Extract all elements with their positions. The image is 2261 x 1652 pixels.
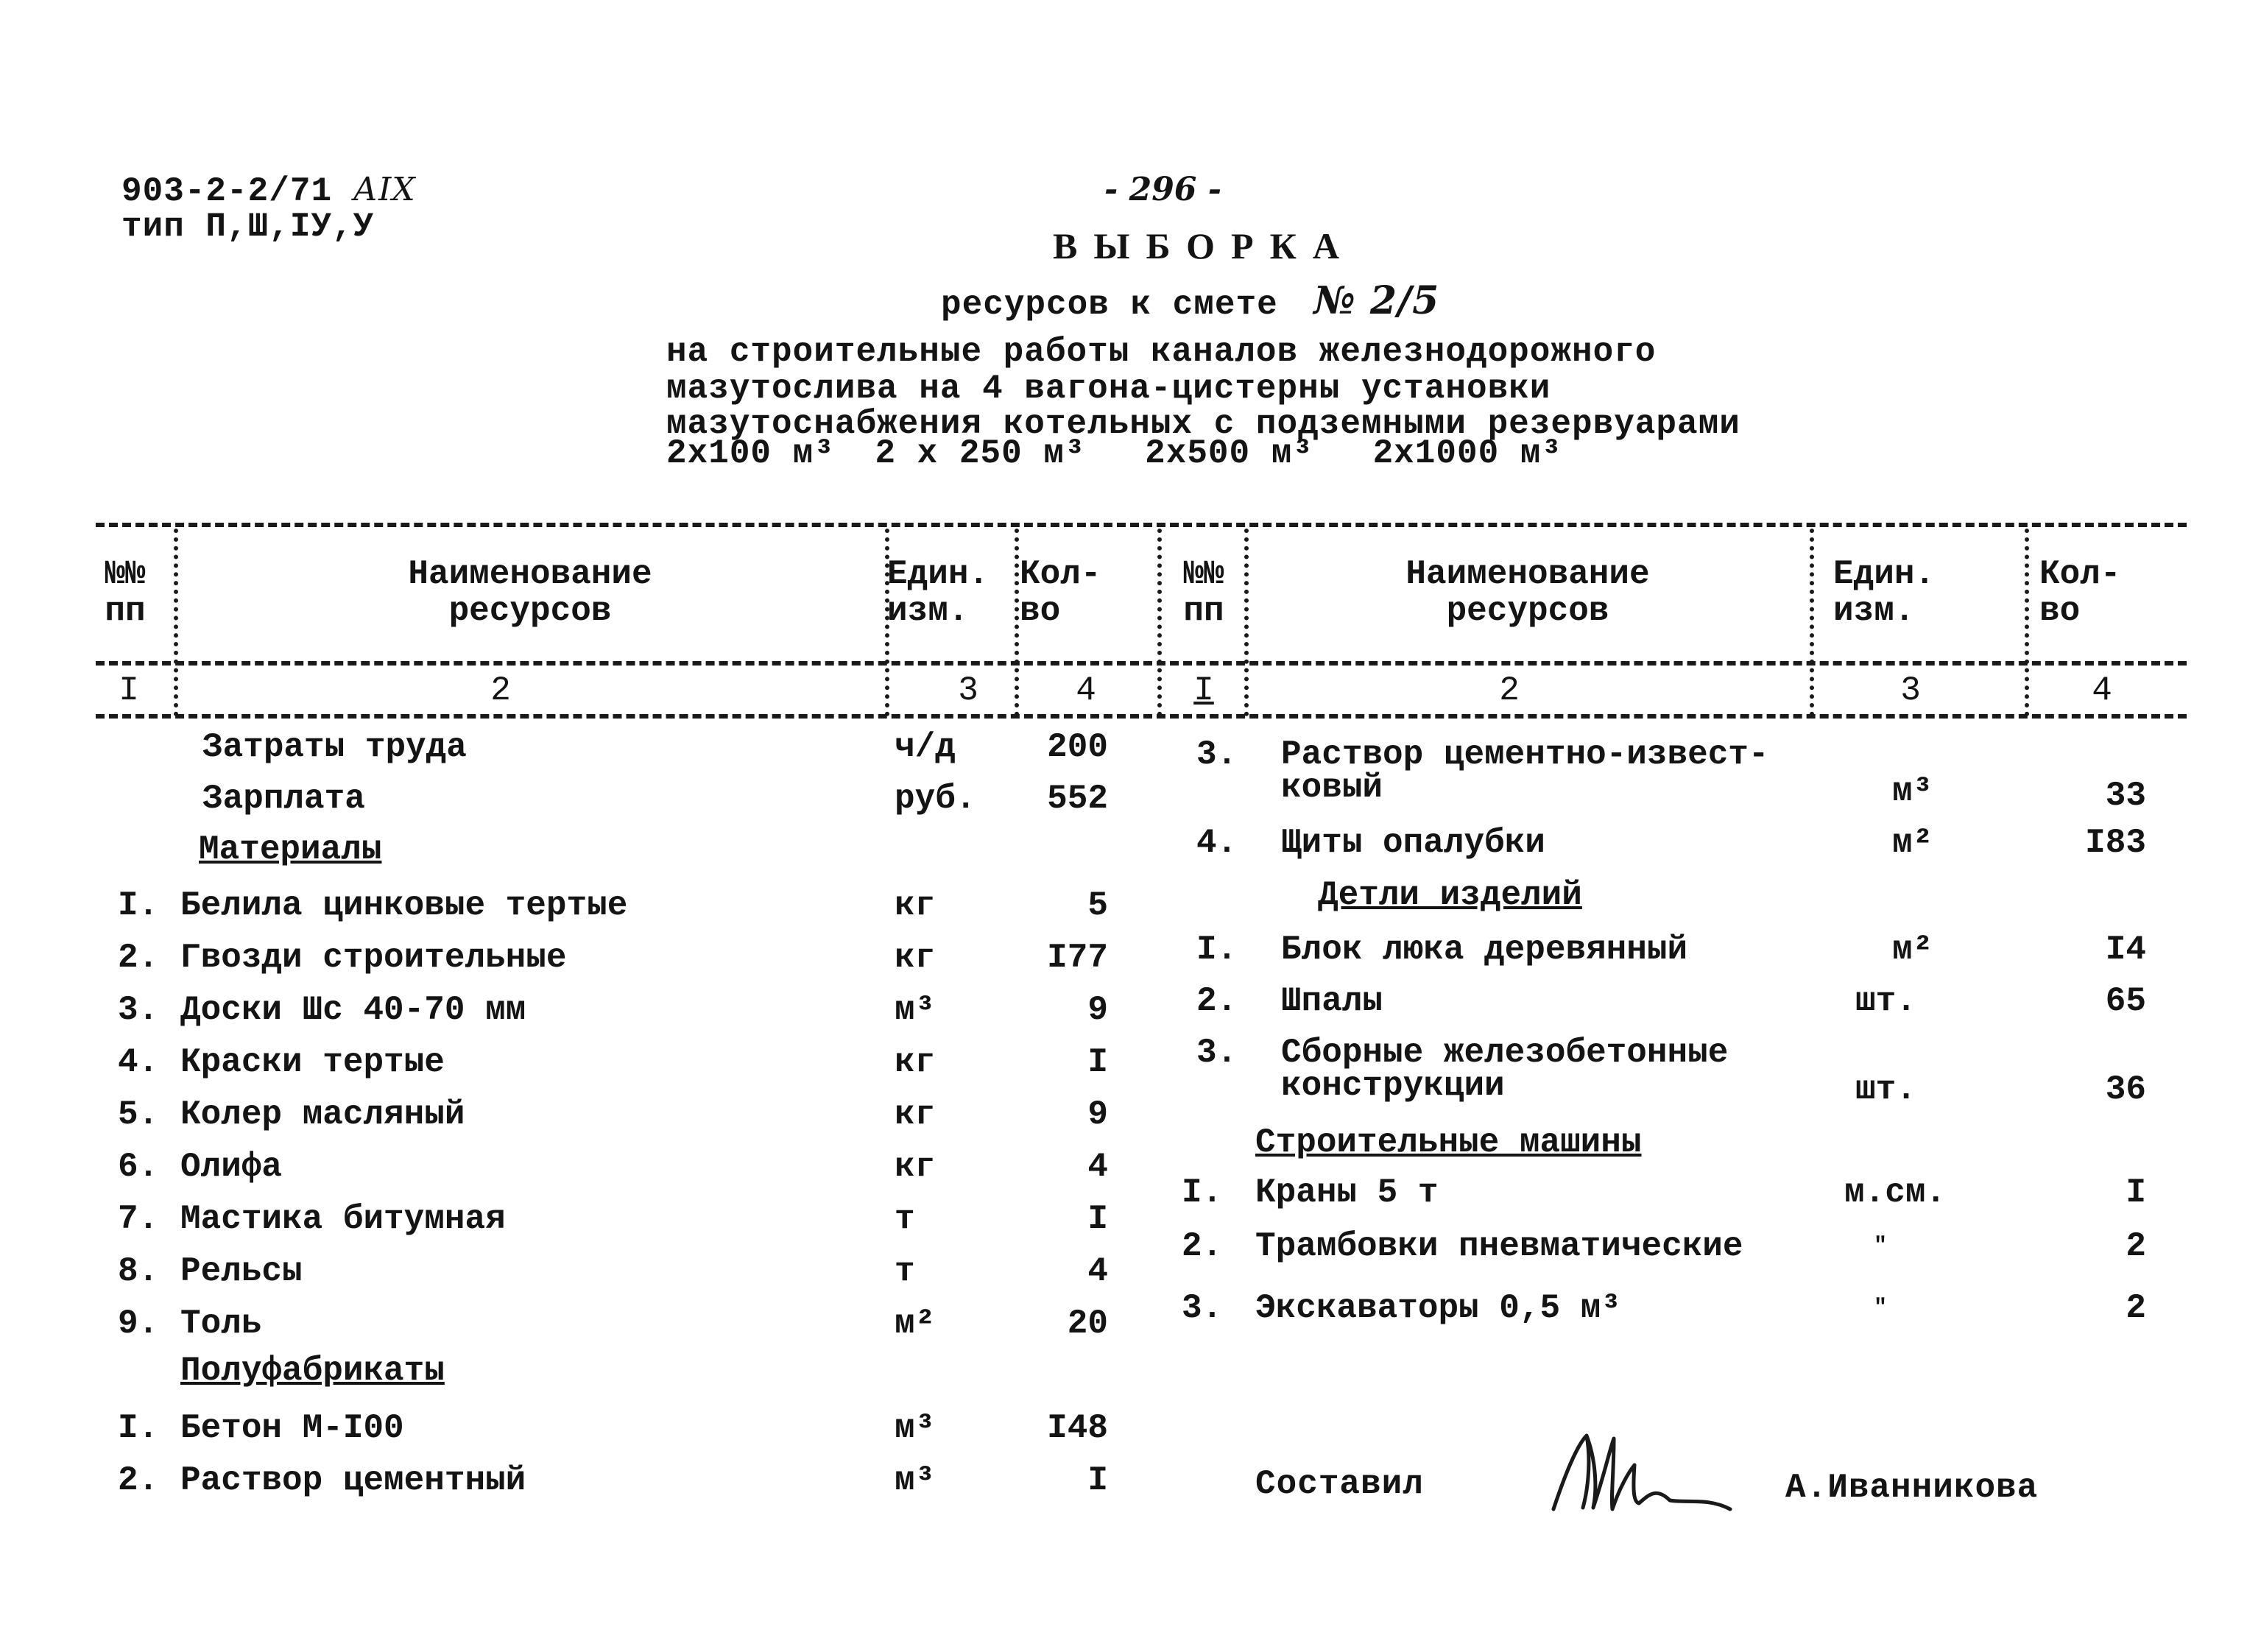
resource-qty: 200 (1047, 728, 1108, 766)
subtitle (941, 278, 1439, 324)
resource-name: Доски Шс 40-70 мм (180, 991, 526, 1029)
resource-unit: " (1874, 1296, 1888, 1321)
column-separator (2025, 529, 2029, 716)
row-number: I. (118, 886, 159, 925)
resource-unit: кг (895, 1043, 936, 1081)
table-row (0, 825, 2209, 861)
row-number: I. (118, 1409, 159, 1447)
document-code-text: 903-2-2/71 (121, 172, 333, 211)
resource-qty: 20 (1067, 1305, 1108, 1343)
resource-unit: м² (895, 1305, 936, 1343)
resource-unit: м³ (895, 991, 936, 1029)
document-code (121, 171, 416, 211)
resource-qty: 65 (2105, 982, 2146, 1020)
row-number: I. (1182, 1173, 1223, 1212)
resource-unit: м³ (895, 1409, 936, 1447)
resource-unit: м³ (1892, 772, 1933, 811)
col-number-1: I (119, 671, 139, 710)
header-unit-left: Един. изм. (887, 555, 990, 630)
resource-qty: I (1087, 1461, 1108, 1500)
row-number: 3. (1182, 1289, 1223, 1327)
table-row (0, 735, 2209, 815)
header-name-left: Наименование ресурсов (408, 555, 652, 630)
row-number: 4. (1196, 824, 1238, 862)
resource-name: Раствор цементный (180, 1461, 526, 1500)
row-number: 2. (118, 939, 159, 977)
row-number: 2. (1182, 1227, 1223, 1266)
table-numbers-rule (96, 714, 2187, 719)
col-number-3: 3 (958, 671, 978, 710)
estimate-number: № 2/5 (1313, 278, 1440, 323)
resource-qty: I77 (1047, 939, 1108, 977)
row-number: 6. (118, 1148, 159, 1186)
capacities-line (666, 434, 1562, 473)
table-row (0, 887, 1149, 924)
column-separator (174, 529, 178, 716)
resource-name-continued: ковый (1281, 769, 1383, 807)
row-number: I. (1196, 931, 1238, 969)
header-qty-right: Кол- во (2039, 555, 2121, 630)
row-number: 9. (118, 1305, 159, 1343)
resource-name: Краски тертые (180, 1043, 445, 1081)
handwritten-signature (1546, 1421, 1738, 1531)
subtitle-text: ресурсов к смете (941, 286, 1278, 324)
resource-name: Шпалы (1281, 982, 1383, 1020)
resource-name: Щиты опалубки (1281, 824, 1545, 862)
resource-unit: шт. (1855, 982, 1916, 1020)
resource-unit: м³ (895, 1461, 936, 1500)
section-title-materials: Материалы (199, 830, 382, 869)
row-number: 8. (118, 1252, 159, 1291)
capacity-4: 2х1000 м³ (1372, 434, 1563, 473)
resource-qty: 9 (1087, 991, 1108, 1029)
resource-name: Зарплата (202, 780, 365, 818)
signature-label: Составил (1255, 1465, 1424, 1503)
capacity-2: 2 х 250 м³ (875, 434, 1086, 473)
row-number: 4. (118, 1043, 159, 1081)
resource-qty: 552 (1047, 780, 1108, 818)
resource-qty: 33 (2105, 777, 2146, 815)
resource-qty: I (1087, 1043, 1108, 1081)
section-title-machines: Строительные машины (1255, 1123, 1642, 1162)
type-line: тип П,Ш,IУ,У (121, 208, 375, 246)
resource-qty: 5 (1087, 886, 1108, 925)
signatory-name: А.Иванникова (1785, 1469, 2039, 1507)
table-header-rule (96, 661, 2187, 666)
description-line-3: мазутоснабжения котельных с подземными резервуарами (666, 405, 1740, 443)
resource-unit: " (1874, 1234, 1888, 1259)
handwritten-mark: АIХ (353, 171, 416, 208)
table-row (0, 1410, 1149, 1447)
description-line-2: мазутослива на 4 вагона-цистерны установки (666, 370, 1551, 408)
resource-name: Мастика битумная (180, 1200, 506, 1238)
resource-name: Колер масляный (180, 1095, 465, 1134)
resource-unit: м² (1892, 931, 1933, 969)
section-title-parts: Детли изделий (1318, 876, 1582, 914)
row-number: 3. (1196, 1034, 1238, 1072)
resource-name: Рельсы (180, 1252, 303, 1291)
col-number-4: 4 (1076, 671, 1096, 710)
resource-unit: руб. (895, 780, 976, 818)
resource-qty: I (1087, 1200, 1108, 1238)
capacity-1: 2х100 м³ (666, 434, 835, 473)
column-separator (1810, 529, 1814, 716)
col-number-3: 3 (1900, 671, 1921, 710)
column-separator (1015, 529, 1019, 716)
row-number: 2. (118, 1461, 159, 1500)
resource-qty: I48 (1047, 1409, 1108, 1447)
resource-unit: кг (895, 1095, 936, 1134)
table-row (0, 1462, 1149, 1499)
resource-name: Гвозди строительные (180, 939, 567, 977)
description-line-1: на строительные работы каналов железнодорожного (666, 333, 1657, 371)
resource-qty: I83 (2085, 824, 2146, 862)
col-number-1: I (1193, 671, 1214, 710)
resource-unit: кг (895, 1148, 936, 1186)
resource-name: Олифа (180, 1148, 283, 1186)
document-title: ВЫБОРКА (1053, 225, 1355, 266)
resource-unit: кг (895, 886, 936, 925)
resource-name: Раствор цементно-извест- (1281, 735, 1769, 774)
row-number: 5. (118, 1095, 159, 1134)
resource-qty: 2 (2126, 1227, 2146, 1266)
resource-name-continued: конструкции (1281, 1067, 1505, 1105)
table-top-rule (96, 523, 2187, 527)
resource-name: Краны 5 т (1255, 1173, 1439, 1212)
header-qty-left: Кол- во (1020, 555, 1101, 630)
table-row (0, 983, 2209, 1020)
resource-qty: 9 (1087, 1095, 1108, 1134)
header-unit-right: Един. изм. (1833, 555, 1936, 630)
resource-qty: 4 (1087, 1148, 1108, 1186)
resource-qty: 36 (2105, 1070, 2146, 1109)
resource-qty: I4 (2105, 931, 2146, 969)
row-number: 7. (118, 1200, 159, 1238)
resource-name: Сборные железобетонные (1281, 1034, 1729, 1072)
capacity-3: 2х500 м³ (1145, 434, 1313, 473)
table-row (0, 1174, 2209, 1211)
resource-qty: 2 (2126, 1289, 2146, 1327)
resource-name: Трамбовки пневматические (1255, 1227, 1743, 1266)
col-number-2: 2 (490, 671, 511, 710)
section-title-semi: Полуфабрикаты (180, 1352, 445, 1390)
resource-unit: т (895, 1200, 915, 1238)
resource-unit: шт. (1855, 1070, 1916, 1109)
resource-unit: м.см. (1844, 1173, 1947, 1212)
header-num-right: №№ пп (1183, 555, 1224, 630)
resource-qty: I (2126, 1173, 2146, 1212)
resource-name: Бетон М-I00 (180, 1409, 404, 1447)
resource-name: Экскаваторы 0,5 м³ (1255, 1289, 1621, 1327)
row-number: 3. (1196, 735, 1238, 774)
table-row (0, 1228, 2209, 1265)
resource-name: Блок люка деревянный (1281, 931, 1688, 969)
resource-unit: м² (1892, 824, 1933, 862)
header-num-left: №№ пп (105, 555, 146, 630)
page-number: - 296 - (1104, 171, 1222, 208)
column-separator (1244, 529, 1249, 716)
resource-unit: кг (895, 939, 936, 977)
resource-name: Затраты труда (202, 728, 467, 766)
header-name-right: Наименование ресурсов (1405, 555, 1650, 630)
resource-name: Толь (180, 1305, 262, 1343)
table-row (0, 1290, 2209, 1327)
col-number-2: 2 (1499, 671, 1520, 710)
col-number-4: 4 (2092, 671, 2112, 710)
column-separator (1157, 529, 1162, 716)
resource-unit: т (895, 1252, 915, 1291)
row-number: 2. (1196, 982, 1238, 1020)
table-row (0, 931, 2209, 968)
resource-unit: ч/д (895, 728, 956, 766)
resource-name: Белила цинковые тертые (180, 886, 628, 925)
row-number: 3. (118, 991, 159, 1029)
resource-qty: 4 (1087, 1252, 1108, 1291)
table-row (0, 1034, 2209, 1108)
